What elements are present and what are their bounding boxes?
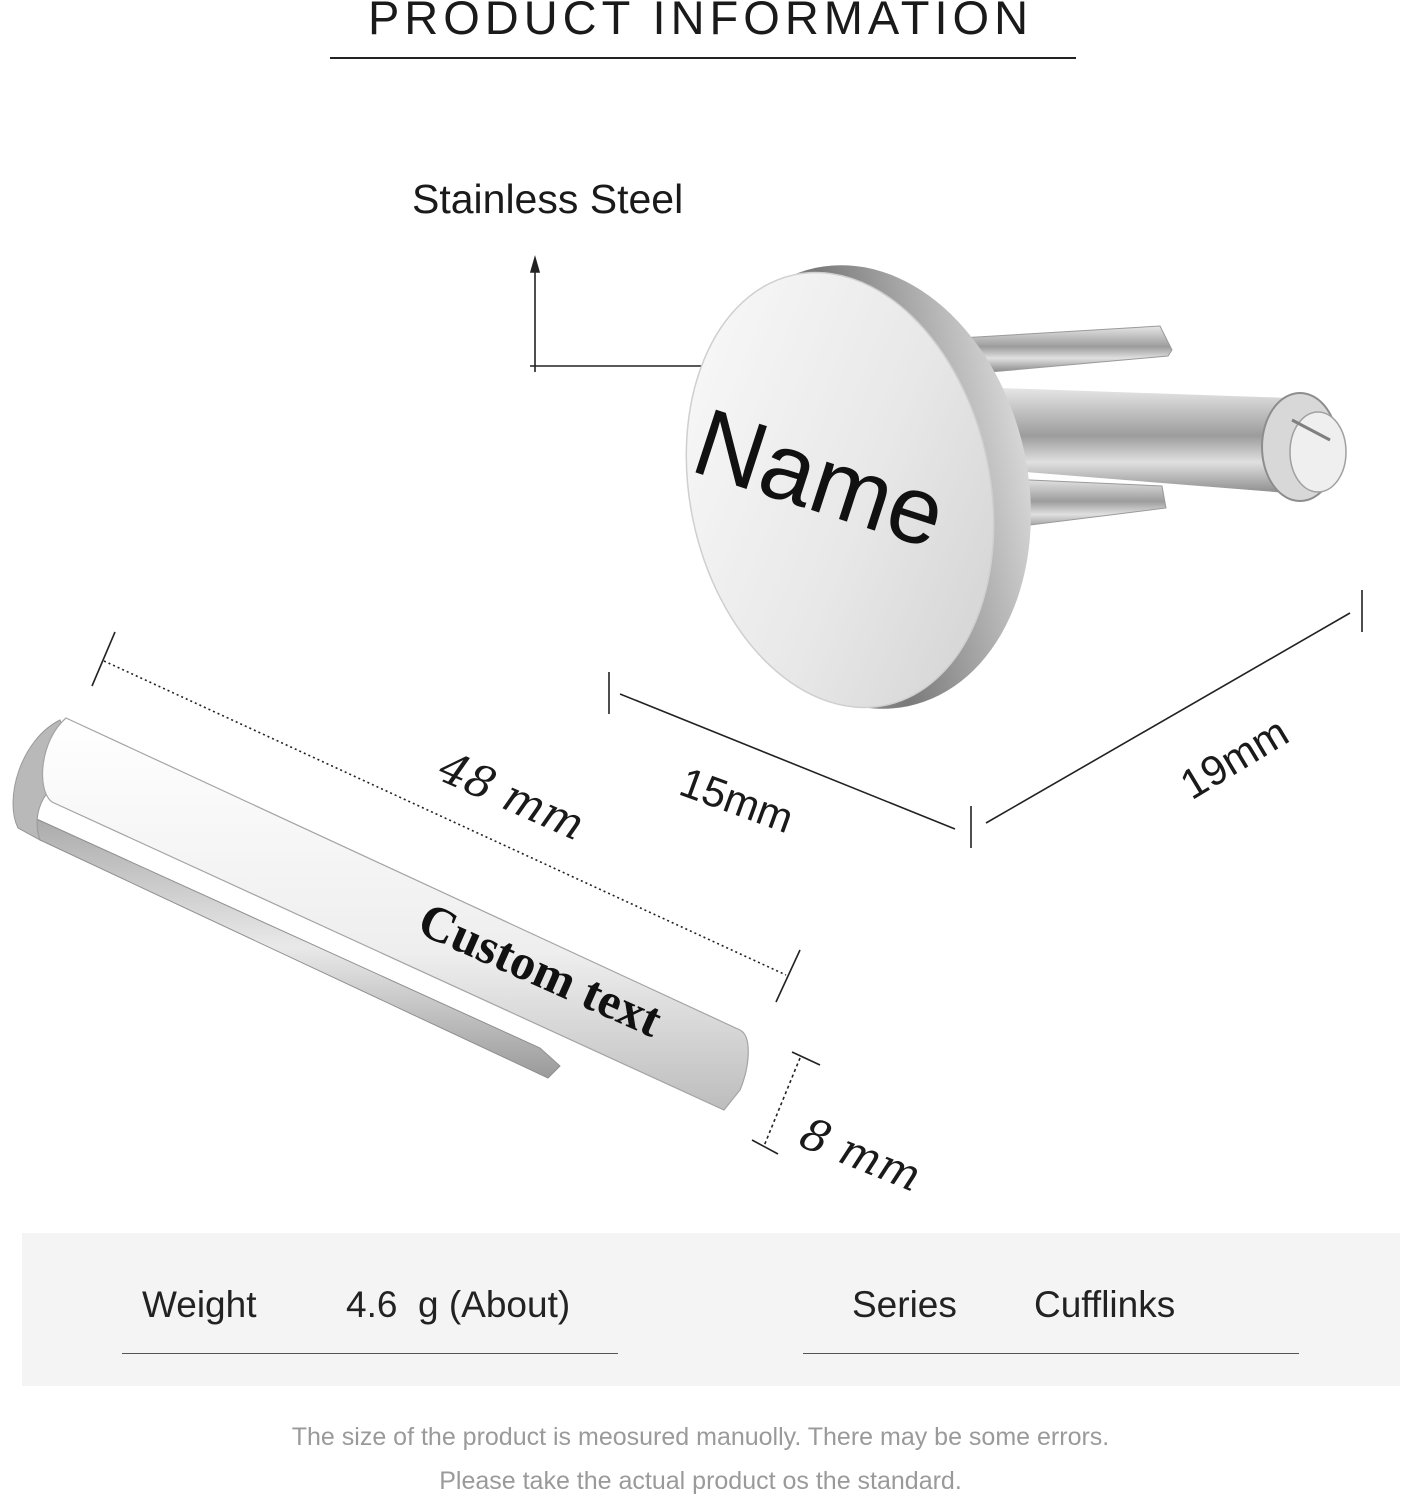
cufflink	[648, 233, 1346, 740]
series-label: Series	[852, 1284, 957, 1325]
tie-clip-engraving-text: Custom text	[410, 890, 671, 1048]
weight-underline	[122, 1353, 618, 1354]
material-leader-line	[530, 258, 710, 372]
series-value: Cufflinks	[1034, 1284, 1176, 1325]
tie-clip	[13, 718, 748, 1110]
page-title: PRODUCT INFORMATION	[367, 0, 1034, 44]
weight-value: 4.6 g (About)	[346, 1284, 571, 1325]
standard-note: Please take the actual product os the standard.	[439, 1467, 962, 1495]
tie-clip-length-label: 48 mm	[431, 742, 593, 851]
measurement-note: The size of the product is meosured manuolly. There may be some errors.	[291, 1423, 1110, 1451]
series-underline	[803, 1353, 1299, 1354]
cufflink-engraving-text: Name	[681, 388, 959, 570]
cufflink-length-label: 19mm	[1172, 707, 1297, 809]
tie-clip-width-label: 8 mm	[792, 1108, 929, 1203]
material-callout-label: Stainless Steel	[412, 176, 684, 222]
weight-label: Weight	[142, 1284, 257, 1325]
cufflink-diameter-label: 15mm	[673, 758, 800, 843]
